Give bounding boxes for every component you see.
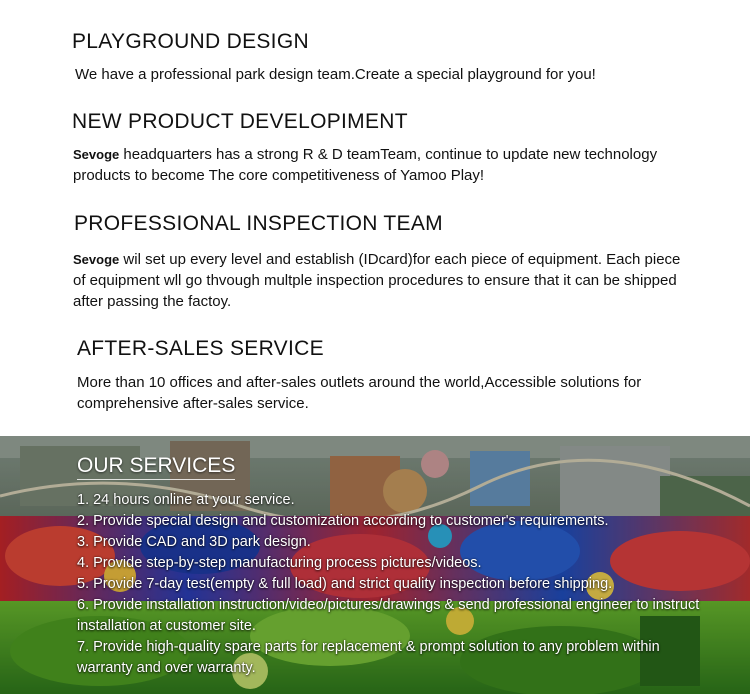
section-heading-inspection: PROFESSIONAL INSPECTION TEAM bbox=[74, 212, 443, 235]
section-text-playground-design bbox=[75, 64, 695, 85]
section-heading-new-product: NEW PRODUCT DEVELOPIMENT bbox=[72, 110, 408, 133]
our-services-banner bbox=[0, 436, 750, 694]
section-body: wil set up every level and establish (IDcard)for each piece of equipment. Each piece of equipment wll go thvough multple inspection procedures to ensure that it can be shipped after passing the factoy. bbox=[73, 251, 681, 310]
section-text-inspection bbox=[73, 249, 688, 312]
section-body: headquarters has a strong R & D teamTeam, continue to update new technology products to become The core competitiveness of Yamoo Play! bbox=[73, 146, 658, 184]
section-heading-playground-design: PLAYGROUND DESIGN bbox=[72, 30, 309, 53]
section-body: We have a professional park design team.Create a special playground for you! bbox=[75, 66, 596, 83]
service-item: 2. Provide special design and customization according to customer's requirements. bbox=[77, 513, 609, 529]
section-text-new-product bbox=[73, 144, 688, 186]
service-item: 5. Provide 7-day test(empty & full load) and strict quality inspection before shipping. bbox=[77, 576, 613, 592]
brand-name: Sevoge bbox=[73, 252, 120, 267]
service-item: 4. Provide step-by-step manufacturing process pictures/videos. bbox=[77, 555, 482, 571]
service-item: 7. Provide high-quality spare parts for replacement & prompt solution to any problem within warranty and over warranty. bbox=[77, 639, 660, 676]
service-item: 3. Provide CAD and 3D park design. bbox=[77, 534, 311, 550]
section-text-after-sales bbox=[77, 372, 677, 414]
our-services-title: OUR SERVICES bbox=[77, 454, 236, 477]
section-body: More than 10 offices and after-sales outlets around the world,Accessible solutions for comprehensive after-sales service. bbox=[77, 374, 642, 412]
section-heading-after-sales: AFTER-SALES SERVICE bbox=[77, 337, 324, 360]
services-list bbox=[77, 490, 717, 679]
service-item: 6. Provide installation instruction/video/pictures/drawings & send professional engineer to instruct installation at customer site. bbox=[77, 597, 700, 634]
brand-name: Sevoge bbox=[73, 147, 120, 162]
service-item: 1. 24 hours online at your service. bbox=[77, 492, 295, 508]
